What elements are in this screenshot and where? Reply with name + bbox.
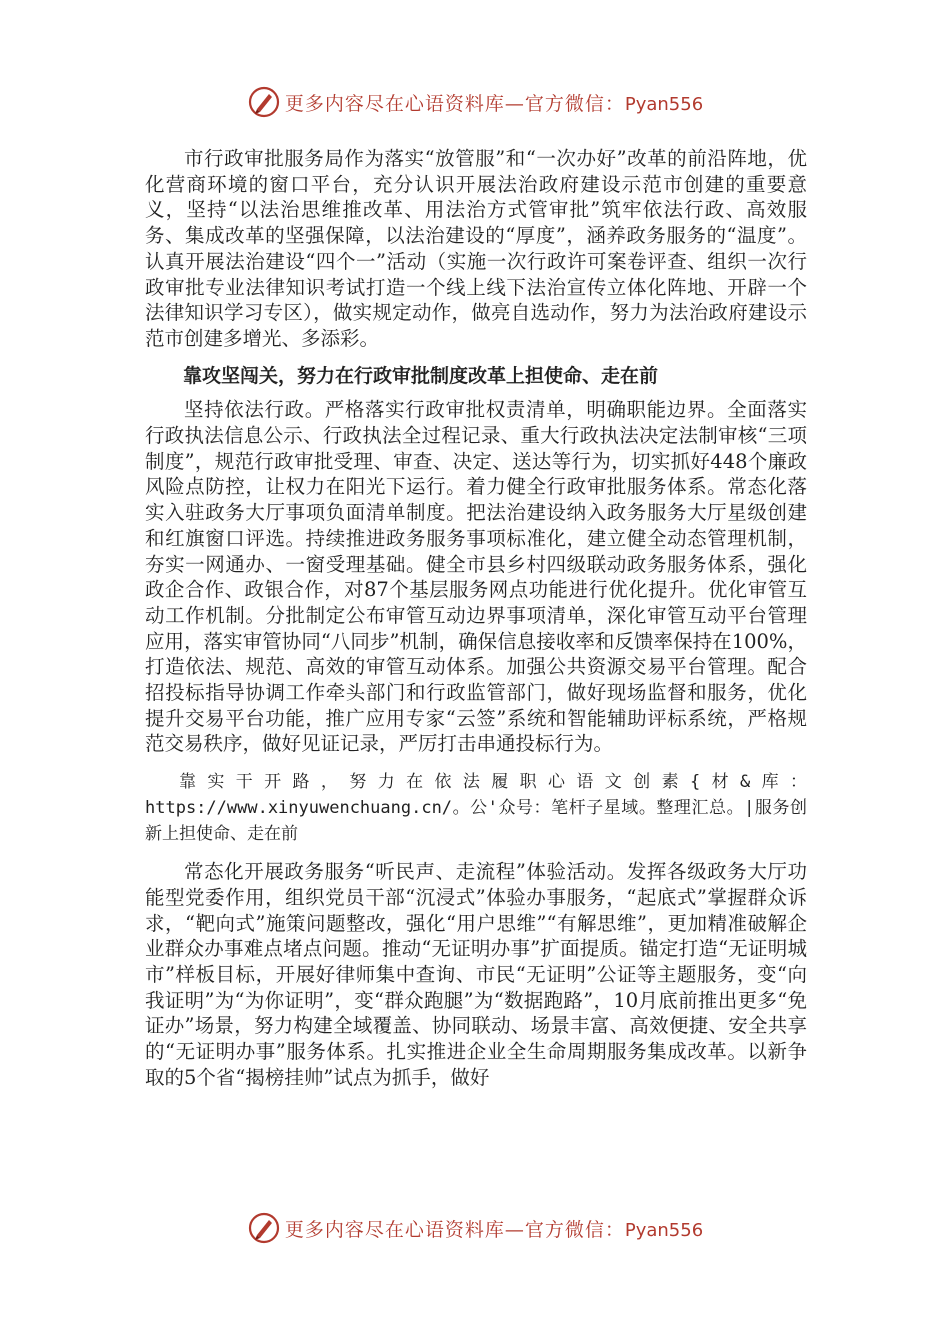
paragraph-intro: 市行政审批服务局作为落实“放管服”和“一次办好”改革的前沿阵地，优化营商环境的窗口平台，充分认识开展法治政府建设示范市创建的重要意义，坚持“以法治思维推改革、用法治方式管审批”筑牢依法行政、高效服务、集成改革的坚强保障，以法治建设的“厚度”，涵养政务服务的“温度”。认真开展法治建设“四个一”活动（实施一次行政许可案卷评查、组织一次行政审批专业法律知识考试打造一个线上线下法治宣传立体化阵地、开辟一个法律知识学习专区），做实规定动作，做亮自选动作，努力为法治政府建设示范市创建多增光、多添彩。 [145, 147, 807, 350]
banner-text: 更多内容尽在心语资料库—官方微信：Pyan556 [284, 1218, 704, 1241]
section-heading: 靠攻坚闯关，努力在行政审批制度改革上担使命、走在前 [183, 364, 659, 387]
pen-circle-logo-icon [247, 85, 281, 119]
document-body [145, 146, 807, 1091]
wechat-id: Pyan556 [624, 1219, 704, 1241]
paragraph-service: 常态化开展政务服务“听民声、走流程”体验活动。发挥各级政务大厅功能型党委作用，组织党员干部“沉浸式”体验办事服务，“起底式”掌握群众诉求，“靶向式”施策问题整改，强化“用户思维”“有解思维”，更加精准破解企业群众办事难点堵点问题。推动“无证明办事”扩面提质。锚定打造“无证明城市”样板目标，开展好律师集中查询、市民“无证明”公证等主题服务，变“向我证明”为“为你证明”，变“群众跑腿”为“数据跑路”，10月底前推出更多“免证办”场景，努力构建全域覆盖、协同联动、场景丰富、高效便捷、安全共享的“无证明办事”服务体系。扎实推进企业全生命周期服务集成改革。以新争取的5个省“揭榜挂帅”试点为抓手，做好 [145, 860, 807, 1089]
pen-circle-logo-icon [247, 1211, 281, 1245]
header-banner [0, 82, 950, 122]
wechat-id: Pyan556 [624, 93, 704, 115]
paragraph-mixed-heading: 靠实干开路，努力在依法履职心语文创素{材&库：https://www.xinyuwenchuang.cn/。公'众号：笔杆子星域。整理汇总。|服务创新上担使命、走在前 [145, 772, 807, 845]
banner-text: 更多内容尽在心语资料库—官方微信：Pyan556 [284, 92, 704, 115]
footer-banner [0, 1208, 950, 1248]
paragraph-law-admin: 坚持依法行政。严格落实行政审批权责清单，明确职能边界。全面落实行政执法信息公示、行政执法全过程记录、重大行政执法决定法制审核“三项制度”，规范行政审批受理、审查、决定、送达等行为，切实抓好448个廉政风险点防控，让权力在阳光下运行。着力健全行政审批服务体系。常态化落实入驻政务大厅事项负面清单制度。把法治建设纳入政务服务大厅星级创建和红旗窗口评选。持续推进政务服务事项标准化，建立健全动态管理机制，夯实一网通办、一窗受理基础。健全市县乡村四级联动政务服务体系，强化政企合作、政银合作，对87个基层服务网点功能进行优化提升。优化审管互动工作机制。分批制定公布审管互动边界事项清单，深化审管互动平台管理应用，落实审管协同“八同步”机制，确保信息接收率和反馈率保持在100%，打造依法、规范、高效的审管互动体系。加强公共资源交易平台管理。配合招投标指导协调工作牵头部门和行政监管部门，做好现场监督和服务，优化提升交易平台功能，推广应用专家“云签”系统和智能辅助评标系统，严格规范交易秩序，做好见证记录，严厉打击串通投标行为。 [145, 398, 807, 756]
